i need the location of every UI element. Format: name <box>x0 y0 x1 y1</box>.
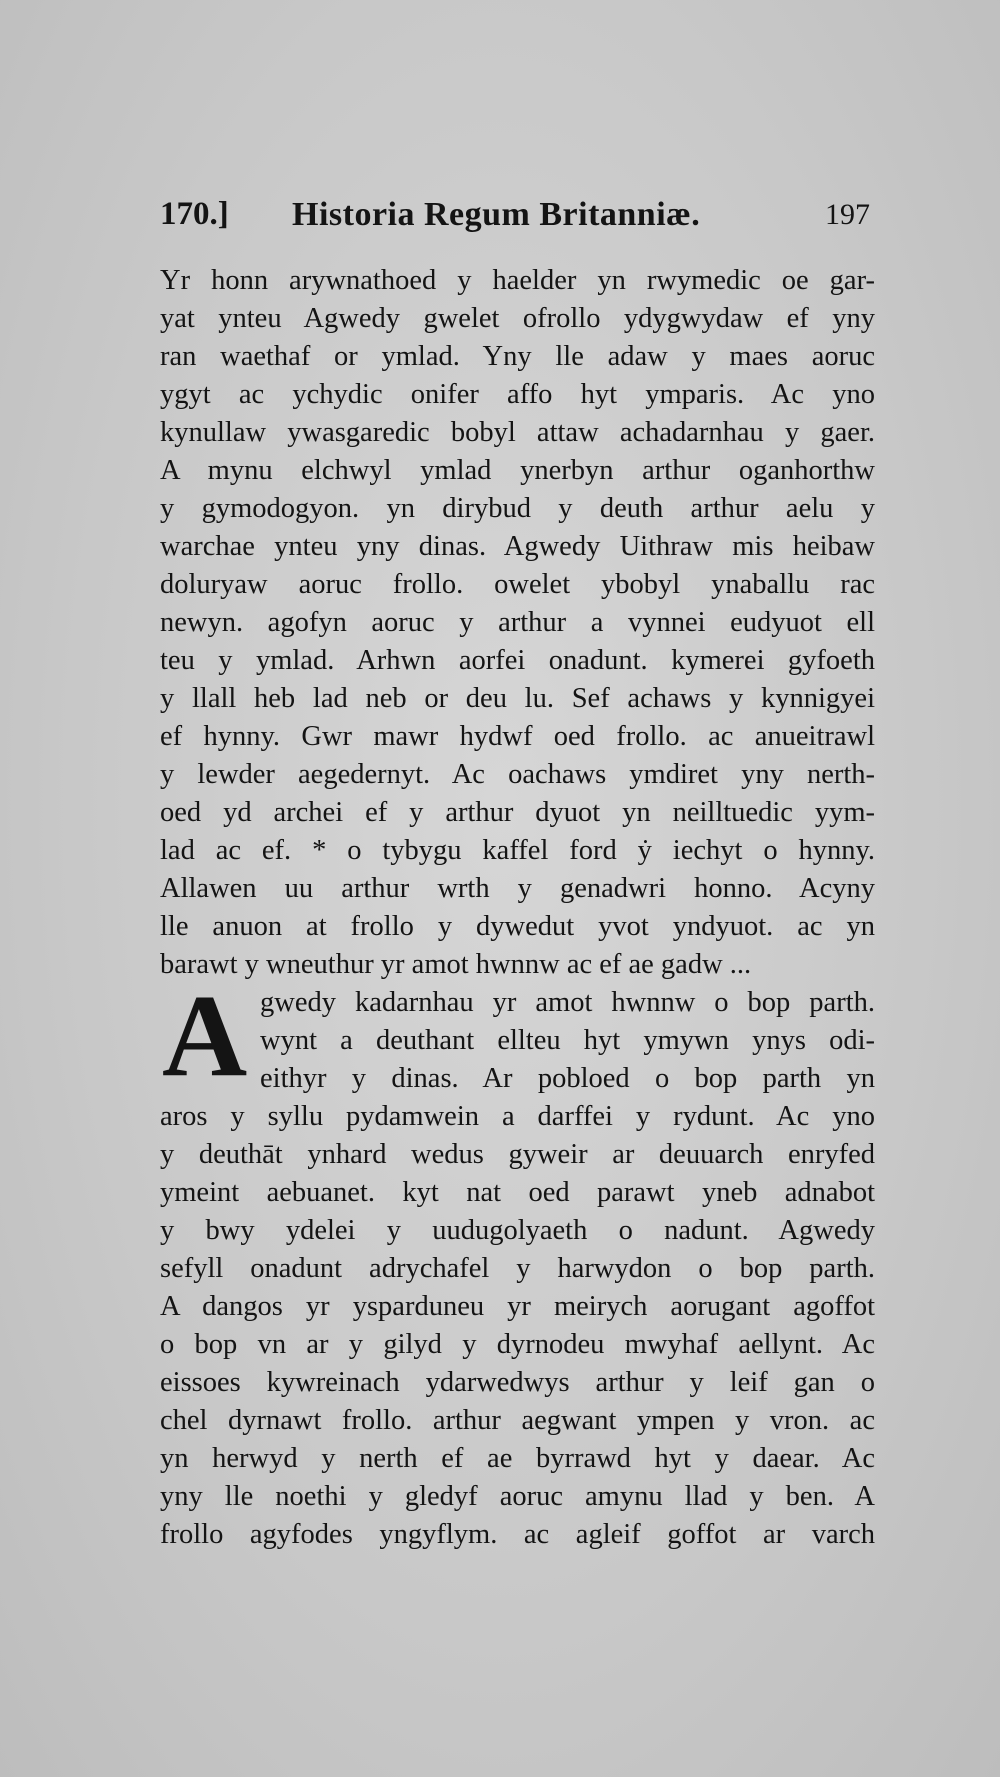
text-line: ef hynny. Gwr mawr hydwf oed frollo. ac anueitrawl <box>160 721 875 752</box>
text-line: o bop vn ar y gilyd y dyrnodeu mwyhaf aellynt. Ac <box>160 1329 875 1360</box>
text-line: lad ac ef. * o tybygu kaffel ford ẏ iechyt o hynny. <box>160 835 875 866</box>
running-title: Historia Regum Britanniæ. <box>292 196 701 233</box>
drop-cap: A <box>162 970 248 1101</box>
text-line: ymeint aebuanet. kyt nat oed parawt yneb adnabot <box>160 1177 875 1208</box>
text-line: ran waethaf or ymlad. Yny lle adaw y maes aoruc <box>160 341 875 372</box>
text-line: y lewder aegedernyt. Ac oachaws ymdiret yny nerth- <box>160 759 875 790</box>
text-line: wynt a deuthant ellteu hyt ymywn ynys odi- <box>260 1025 875 1056</box>
text-line: A mynu elchwyl ymlad ynerbyn arthur oganhorthw <box>160 455 875 486</box>
text-line: teu y ymlad. Arhwn aorfei onadunt. kymerei gyfoeth <box>160 645 875 676</box>
text-line: kynullaw ywasgaredic bobyl attaw achadarnhau y gaer. <box>160 417 875 448</box>
text-line: y bwy ydelei y uudugolyaeth o nadunt. Agwedy <box>160 1215 875 1246</box>
body-text <box>160 262 875 1554</box>
section-number: 170.] <box>160 196 229 232</box>
text-line: A dangos yr ysparduneu yr meirych aorugant agoffot <box>160 1291 875 1322</box>
text-line: chel dyrnawt frollo. arthur aegwant ympen y vron. ac <box>160 1405 875 1436</box>
text-line: y llall heb lad neb or deu lu. Sef achaws y kynnigyei <box>160 683 875 714</box>
text-line: eithyr y dinas. Ar pobloed o bop parth yn <box>260 1063 875 1094</box>
text-line: warchae ynteu yny dinas. Agwedy Uithraw mis heibaw <box>160 531 875 562</box>
text-line: newyn. agofyn aoruc y arthur a vynnei eudyuot ell <box>160 607 875 638</box>
text-line: frollo agyfodes yngyflym. ac agleif goffot ar varch <box>160 1519 875 1550</box>
text-line: doluryaw aoruc frollo. owelet ybobyl ynaballu rac <box>160 569 875 600</box>
text-line: barawt y wneuthur yr amot hwnnw ac ef ae gadw ... <box>160 949 752 980</box>
text-line: lle anuon at frollo y dywedut yvot yndyuot. ac yn <box>160 911 875 942</box>
text-line: aros y syllu pydamwein a darffei y rydunt. Ac yno <box>160 1101 875 1132</box>
text-line: yny lle noethi y gledyf aoruc amynu llad y ben. A <box>160 1481 875 1512</box>
text-line: Allawen uu arthur wrth y genadwri honno. Acyny <box>160 873 875 904</box>
text-line: Yr honn arywnathoed y haelder yn rwymedic oe gar- <box>160 265 875 296</box>
text-line: y deuthāt ynhard wedus gyweir ar deuuarch enryfed <box>160 1139 875 1170</box>
text-line: yat ynteu Agwedy gwelet ofrollo ydygwydaw ef yny <box>160 303 875 334</box>
text-line: gwedy kadarnhau yr amot hwnnw o bop parth. <box>260 987 875 1018</box>
text-line: ygyt ac ychydic onifer affo hyt ymparis. Ac yno <box>160 379 875 410</box>
text-line: oed yd archei ef y arthur dyuot yn neilltuedic yym- <box>160 797 875 828</box>
text-line: sefyll onadunt adrychafel y harwydon o bop parth. <box>160 1253 875 1284</box>
page-number: 197 <box>825 198 870 231</box>
text-line: yn herwyd y nerth ef ae byrrawd hyt y daear. Ac <box>160 1443 875 1474</box>
text-line: y gymodogyon. yn dirybud y deuth arthur aelu y <box>160 493 875 524</box>
running-header <box>160 196 870 240</box>
text-line: eissoes kywreinach ydarwedwys arthur y leif gan o <box>160 1367 875 1398</box>
